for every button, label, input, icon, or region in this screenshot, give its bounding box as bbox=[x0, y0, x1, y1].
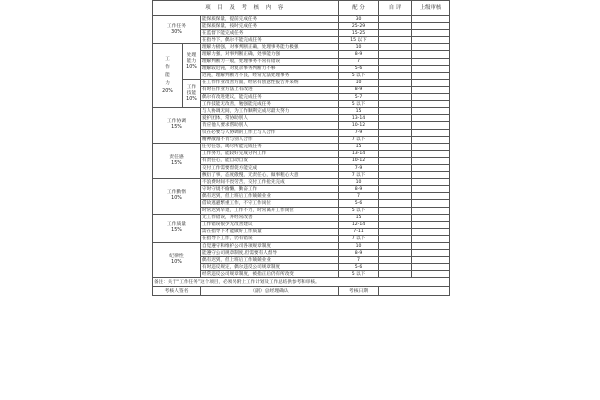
self-eval-cell[interactable] bbox=[379, 16, 412, 23]
self-eval-cell[interactable] bbox=[379, 214, 412, 221]
category-name-char: 能 bbox=[165, 72, 170, 78]
score-range: 5-7 bbox=[339, 94, 379, 101]
score-range: 5-6 bbox=[339, 65, 379, 72]
category-weight: 10% bbox=[171, 260, 182, 266]
signature-label: 考核人签名 bbox=[153, 287, 201, 296]
subcategory-name: 处理 bbox=[186, 52, 197, 58]
criteria-text: 工作错误很少无改善建议 bbox=[201, 221, 339, 228]
score-range: 5-6 bbox=[339, 264, 379, 271]
manager-confirm-label: （副）总经理确认 bbox=[201, 287, 339, 296]
table-row bbox=[153, 143, 450, 150]
criteria-text: 能遵守公司规章制度,但需要有人督导 bbox=[201, 250, 339, 257]
category-cell-discipline bbox=[153, 243, 201, 278]
supervisor-eval-cell[interactable] bbox=[412, 150, 450, 157]
criteria-text: 与人协调无间，为工作顺利完成尽最大努力 bbox=[201, 108, 339, 115]
criteria-text: 无工作错误，并经常改善 bbox=[201, 214, 339, 221]
supervisor-eval-cell[interactable] bbox=[412, 157, 450, 164]
score-range: 8-9 bbox=[339, 186, 379, 193]
category-name-char: 作 bbox=[165, 64, 170, 70]
score-range: 25-29 bbox=[339, 23, 379, 30]
category-name: 工作质量 bbox=[166, 222, 187, 228]
criteria-text: 敷衍了事，态度傲慢，无责任心，做事粗心大意 bbox=[201, 172, 339, 179]
supervisor-eval-cell[interactable] bbox=[412, 101, 450, 108]
supervisor-eval-cell[interactable] bbox=[412, 79, 450, 86]
self-eval-cell[interactable] bbox=[379, 58, 412, 65]
supervisor-eval-cell[interactable] bbox=[412, 207, 450, 214]
criteria-text: 有时在作业方法上有改进 bbox=[201, 86, 339, 93]
supervisor-eval-cell[interactable] bbox=[412, 235, 450, 242]
supervisor-eval-cell[interactable] bbox=[412, 136, 450, 143]
self-eval-cell[interactable] bbox=[379, 257, 412, 264]
score-range: 5 以下 bbox=[339, 271, 379, 278]
supervisor-eval-cell[interactable] bbox=[412, 164, 450, 171]
category-name: 工作任务 bbox=[166, 23, 187, 29]
table-row bbox=[153, 16, 450, 23]
score-range: 8-9 bbox=[339, 51, 379, 58]
table-row bbox=[153, 108, 450, 115]
category-cell-quality bbox=[153, 214, 201, 242]
self-eval-cell[interactable] bbox=[379, 157, 412, 164]
subcategory-cell-handling bbox=[183, 44, 201, 79]
score-range: 13-14 bbox=[339, 150, 379, 157]
subcategory-weight: 10% bbox=[186, 96, 197, 102]
criteria-text: 工作努力，能较好完成分内工作 bbox=[201, 150, 339, 157]
supervisor-eval-cell[interactable] bbox=[412, 16, 450, 23]
footer-row bbox=[153, 287, 450, 296]
criteria-text: 理解力极强，对事判断正确，处理事务能力极强 bbox=[201, 44, 339, 51]
score-range: 7 以下 bbox=[339, 235, 379, 242]
supervisor-eval-cell[interactable] bbox=[412, 23, 450, 30]
subcategory-weight: 10% bbox=[186, 64, 197, 70]
supervisor-eval-cell[interactable] bbox=[412, 264, 450, 271]
supervisor-eval-cell[interactable] bbox=[412, 30, 450, 37]
criteria-text: 有责任心，能自动自发 bbox=[201, 157, 339, 164]
self-eval-cell[interactable] bbox=[379, 30, 412, 37]
subcategory-name: 能力 bbox=[186, 58, 197, 64]
criteria-text: 守时守規不偷懒，勤奋工作 bbox=[201, 186, 339, 193]
supervisor-eval-cell[interactable] bbox=[412, 58, 450, 65]
self-eval-cell[interactable] bbox=[379, 193, 412, 200]
score-range: 10 bbox=[339, 243, 379, 250]
supervisor-eval-cell[interactable] bbox=[412, 94, 450, 101]
category-name-char: 力 bbox=[165, 80, 170, 86]
score-range: 10 bbox=[339, 179, 379, 186]
score-range: 7-11 bbox=[339, 228, 379, 235]
table-row bbox=[153, 44, 450, 51]
score-range: 15 以下 bbox=[339, 37, 379, 44]
category-weight: 15% bbox=[171, 228, 182, 234]
self-eval-cell[interactable] bbox=[379, 129, 412, 136]
supervisor-eval-cell[interactable] bbox=[412, 108, 450, 115]
criteria-text: 需在指导下才能做好工作质量 bbox=[201, 228, 339, 235]
criteria-text: 在指导下，偶尔不能完成任务 bbox=[201, 37, 339, 44]
category-name: 工作协调 bbox=[166, 119, 187, 125]
score-range: 10 bbox=[339, 79, 379, 86]
score-range: 7 以下 bbox=[339, 136, 379, 143]
criteria-text: 理解判断力一般，处理事务不常有错误 bbox=[201, 58, 339, 65]
criteria-text: 在指导下工作，仍有错误 bbox=[201, 235, 339, 242]
criteria-text: 自觉遵守和维护公司各项规章制度 bbox=[201, 243, 339, 250]
score-range: 8-9 bbox=[339, 250, 379, 257]
score-range: 7-9 bbox=[339, 129, 379, 136]
score-range: 10-12 bbox=[339, 157, 379, 164]
self-eval-cell[interactable] bbox=[379, 44, 412, 51]
self-eval-cell[interactable] bbox=[379, 235, 412, 242]
score-range: 10-12 bbox=[339, 122, 379, 129]
score-range: 15-25 bbox=[339, 30, 379, 37]
criteria-text: 理解较迟钝，对复杂事务判断力不够 bbox=[201, 65, 339, 72]
self-eval-cell[interactable] bbox=[379, 115, 412, 122]
category-cell-responsibility bbox=[153, 143, 201, 178]
self-eval-cell[interactable] bbox=[379, 94, 412, 101]
self-eval-cell[interactable] bbox=[379, 264, 412, 271]
self-eval-header: 自 评 bbox=[379, 1, 412, 16]
category-cell-work_task bbox=[153, 16, 201, 44]
score-range: 5 以下 bbox=[339, 101, 379, 108]
criteria-text: 经常违反公司规章制度，被指正后仍有所改变 bbox=[201, 271, 339, 278]
criteria-text: 有时违反规定，偶尔违反公司规章制度 bbox=[201, 264, 339, 271]
criteria-text: 交付工作需要督促方能完成 bbox=[201, 164, 339, 171]
evaluation-table bbox=[152, 0, 450, 296]
criteria-text: 借故逃避繁重工作，不守工作岗位 bbox=[201, 200, 339, 207]
supervisor-eval-cell[interactable] bbox=[412, 122, 450, 129]
category-name: 纪律性 bbox=[169, 254, 184, 260]
score-range: 30 bbox=[339, 16, 379, 23]
criteria-text: 偶有迟到，但上班后工作兢兢业业 bbox=[201, 193, 339, 200]
supervisor-eval-cell[interactable] bbox=[412, 186, 450, 193]
score-range: 7 bbox=[339, 193, 379, 200]
category-weight: 10% bbox=[171, 196, 182, 202]
self-eval-cell[interactable] bbox=[379, 243, 412, 250]
subcategory-name: 工作 bbox=[186, 84, 197, 90]
note-text: 备注：关于“工作任务”这个项目，必须另附上工作计划及工作总结供参考和审核。 bbox=[153, 278, 450, 287]
self-eval-cell[interactable] bbox=[379, 271, 412, 278]
criteria-text: 精神散漫不肯与别人合作 bbox=[201, 136, 339, 143]
self-eval-cell[interactable] bbox=[379, 150, 412, 157]
self-eval-cell[interactable] bbox=[379, 122, 412, 129]
supervisor-eval-cell[interactable] bbox=[412, 44, 450, 51]
supervisor-eval-cell[interactable] bbox=[412, 250, 450, 257]
criteria-text: 理解力强，对事判断正确，处事能力强 bbox=[201, 51, 339, 58]
score-range: 7 以下 bbox=[339, 172, 379, 179]
category-cell-cooperation bbox=[153, 108, 201, 143]
table-row bbox=[153, 79, 450, 86]
score-range: 13-14 bbox=[339, 115, 379, 122]
category-weight: 30% bbox=[171, 29, 182, 35]
subcategory-name: 技能 bbox=[186, 90, 197, 96]
self-eval-cell[interactable] bbox=[379, 143, 412, 150]
score-range: 12-14 bbox=[339, 221, 379, 228]
category-weight: 15% bbox=[171, 160, 182, 166]
score-title: 配 分 bbox=[339, 1, 379, 16]
supervisor-eval-cell[interactable] bbox=[412, 37, 450, 44]
supervisor-eval-cell[interactable] bbox=[412, 72, 450, 79]
score-range: 8-9 bbox=[339, 86, 379, 93]
category-name: 工作勤惰 bbox=[166, 190, 187, 196]
supervisor-eval-cell[interactable] bbox=[412, 193, 450, 200]
criteria-text: 迟钝，理解判断力不良，经常无法处理事务 bbox=[201, 72, 339, 79]
self-eval-cell[interactable] bbox=[379, 136, 412, 143]
self-eval-cell[interactable] bbox=[379, 186, 412, 193]
score-range: 15 bbox=[339, 108, 379, 115]
supervisor-eval-cell[interactable] bbox=[412, 214, 450, 221]
self-eval-cell[interactable] bbox=[379, 108, 412, 115]
score-range: 7 bbox=[339, 58, 379, 65]
date-label: 考核日期 bbox=[339, 287, 379, 296]
supervisor-eval-cell[interactable] bbox=[412, 200, 450, 207]
supervisor-eval-cell[interactable] bbox=[412, 65, 450, 72]
self-eval-cell[interactable] bbox=[379, 172, 412, 179]
self-eval-cell[interactable] bbox=[379, 51, 412, 58]
self-eval-cell[interactable] bbox=[379, 221, 412, 228]
self-eval-cell[interactable] bbox=[379, 65, 412, 72]
table-row bbox=[153, 214, 450, 221]
criteria-text: 爱护团体，常协助别人 bbox=[201, 115, 339, 122]
supervisor-eval-cell[interactable] bbox=[412, 257, 450, 264]
score-range: 5 以下 bbox=[339, 207, 379, 214]
self-eval-cell[interactable] bbox=[379, 250, 412, 257]
criteria-text: 在监督下能完成任务 bbox=[201, 30, 339, 37]
table-row bbox=[153, 243, 450, 250]
category-weight: 15% bbox=[171, 125, 182, 131]
supervisor-eval-cell[interactable] bbox=[412, 228, 450, 235]
content-title: 项 目 及 考 核 内 容 bbox=[153, 1, 339, 16]
criteria-text: 能保质保量，按时完成任务 bbox=[201, 23, 339, 30]
criteria-text: 仅在必要与人协调的工作上与人合作 bbox=[201, 129, 339, 136]
supervisor-eval-cell[interactable] bbox=[412, 172, 450, 179]
supervisor-eval-header: 上级审核 bbox=[412, 1, 450, 16]
score-range: 7-9 bbox=[339, 164, 379, 171]
score-range: 5-6 bbox=[339, 200, 379, 207]
supervisor-eval-cell[interactable] bbox=[412, 143, 450, 150]
criteria-text: 偶尔有改进建议，能完成任务 bbox=[201, 94, 339, 101]
supervisor-eval-cell[interactable] bbox=[412, 221, 450, 228]
score-range: 15 bbox=[339, 214, 379, 221]
category-cell-ability bbox=[153, 44, 183, 108]
supervisor-eval-cell[interactable] bbox=[412, 51, 450, 58]
supervisor-eval-cell[interactable] bbox=[412, 129, 450, 136]
date-field[interactable] bbox=[379, 287, 450, 296]
score-range: 7 bbox=[339, 257, 379, 264]
criteria-text: 不浪费时间不畏劳苦，交付工作抢先完成 bbox=[201, 179, 339, 186]
criteria-text: 时常迟到早退，工作不力，时常离开工作岗位 bbox=[201, 207, 339, 214]
self-eval-cell[interactable] bbox=[379, 23, 412, 30]
note-row bbox=[153, 278, 450, 287]
category-weight: 20% bbox=[162, 88, 173, 94]
header-row bbox=[153, 1, 450, 16]
self-eval-cell[interactable] bbox=[379, 228, 412, 235]
criteria-text: 在工作作业改善方面，经常有创意性报告并采纳 bbox=[201, 79, 339, 86]
supervisor-eval-cell[interactable] bbox=[412, 115, 450, 122]
category-name: 责任感 bbox=[169, 154, 184, 160]
self-eval-cell[interactable] bbox=[379, 72, 412, 79]
criteria-text: 工作技能无改善，勉强能完成任务 bbox=[201, 101, 339, 108]
self-eval-cell[interactable] bbox=[379, 101, 412, 108]
criteria-text: 能保质保量，提前完成任务 bbox=[201, 16, 339, 23]
self-eval-cell[interactable] bbox=[379, 164, 412, 171]
criteria-text: 偶有迟到，但上班后工作兢兢业业 bbox=[201, 257, 339, 264]
subcategory-cell-work_skill bbox=[183, 79, 201, 107]
evaluation-form bbox=[152, 0, 449, 296]
supervisor-eval-cell[interactable] bbox=[412, 243, 450, 250]
self-eval-cell[interactable] bbox=[379, 79, 412, 86]
self-eval-cell[interactable] bbox=[379, 86, 412, 93]
score-range: 5 以下 bbox=[339, 72, 379, 79]
category-name-char: 工 bbox=[165, 56, 170, 62]
self-eval-cell[interactable] bbox=[379, 37, 412, 44]
table-row bbox=[153, 179, 450, 186]
supervisor-eval-cell[interactable] bbox=[412, 271, 450, 278]
criteria-text: 肯应他人要求帮助别人 bbox=[201, 122, 339, 129]
category-cell-diligence bbox=[153, 179, 201, 214]
score-range: 10 bbox=[339, 44, 379, 51]
supervisor-eval-cell[interactable] bbox=[412, 86, 450, 93]
self-eval-cell[interactable] bbox=[379, 207, 412, 214]
criteria-text: 任劳任怨，竭尽所能完成任务 bbox=[201, 143, 339, 150]
score-range: 15 bbox=[339, 143, 379, 150]
self-eval-cell[interactable] bbox=[379, 200, 412, 207]
supervisor-eval-cell[interactable] bbox=[412, 179, 450, 186]
self-eval-cell[interactable] bbox=[379, 179, 412, 186]
